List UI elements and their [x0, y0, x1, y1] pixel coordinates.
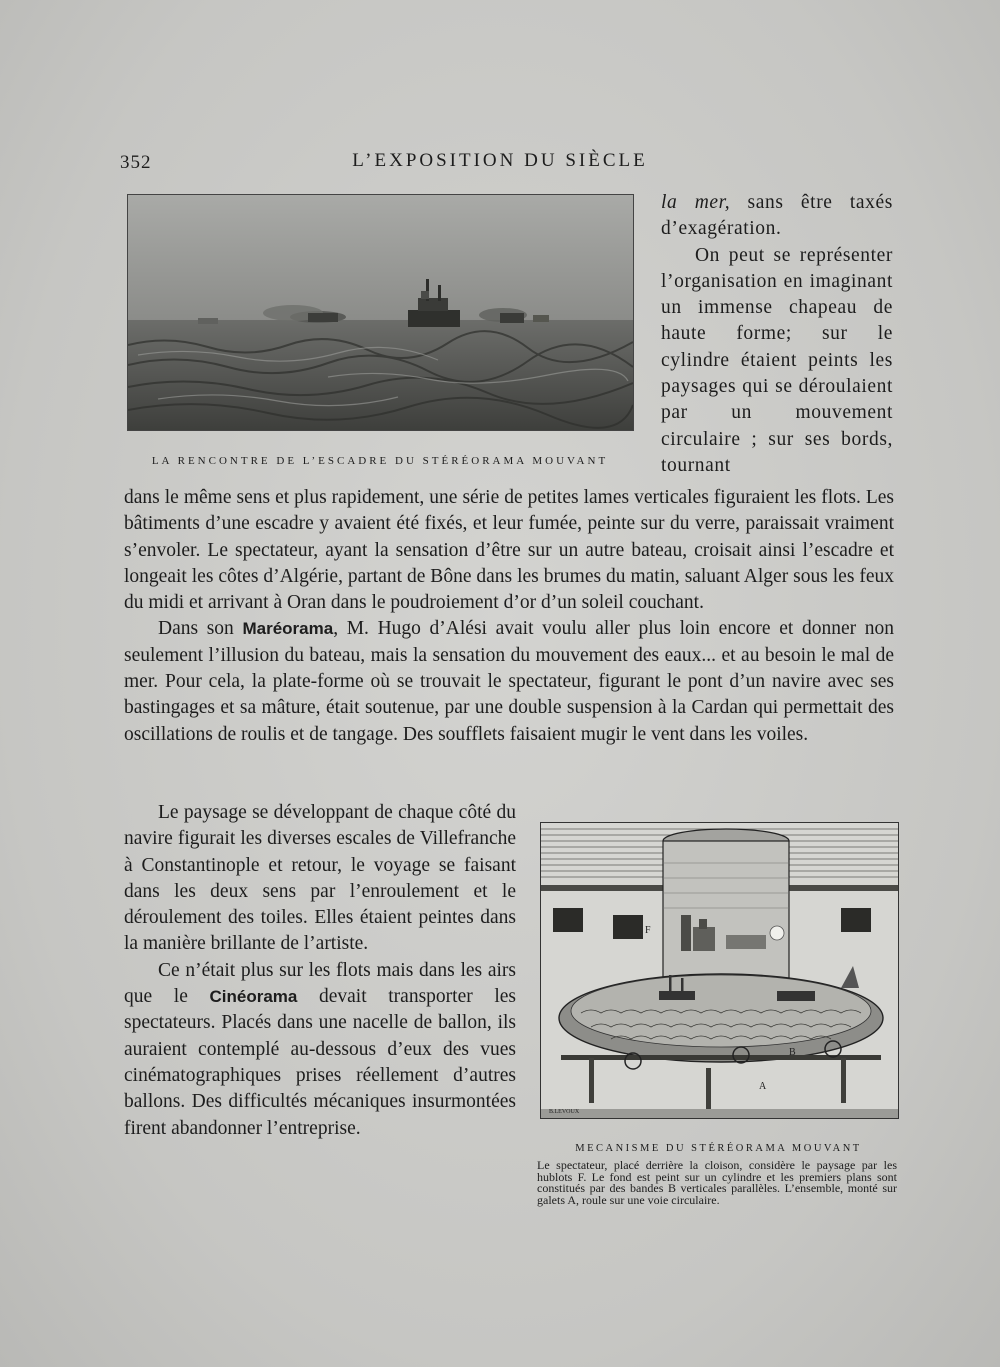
- paragraph-mareorama-start: Dans son: [158, 618, 243, 640]
- figure2-title: MECANISME DU STÉRÉORAMA MOUVANT: [575, 1143, 862, 1154]
- paragraph-intro-rest: sans être taxés d’exagération.: [661, 192, 893, 240]
- right-column-text: [661, 190, 893, 479]
- paragraph-intro: [661, 190, 893, 243]
- label-f: F: [645, 925, 651, 936]
- engraver-signature: B.LEVOUX: [549, 1109, 580, 1115]
- paragraph-continuation: dans le même sens et plus rapidement, une série de petites lames verticales figuraient les flots. Les bâtiments d’une escadre y avaient été fixés, et leur fumée, peinte sur du verre, paraissait vraiment s’envoler. Le spectateur, ayant la sensation d’être sur un autre bateau, croisait ainsi l’escadre et longeait les côtes d’Algérie, partant de Bône dans les brumes du matin, saluant Alger sous les feux du midi et arrivant à Oran dans le poudroiement d’or d’un soleil couchant.: [124, 487, 894, 614]
- figure1-caption: LA RENCONTRE DE L’ESCADRE DU STÉRÉORAMA MOUVANT: [151, 455, 609, 467]
- paragraph-organisation: On peut se représenter l’organisation en imaginant un immense chapeau de haute forme; sur le cylindre étaient peints les paysages qui se déroulaient par un mouvement circulaire ; sur ses bords, tournant: [661, 244, 893, 476]
- paragraph-cineorama: [124, 958, 516, 1142]
- full-width-text: [124, 485, 894, 748]
- paragraph-cineorama-start: Ce n’était plus sur les flots mais dans les airs que le: [124, 959, 516, 1008]
- paragraph-cineorama-rest: devait transporter les spectateurs. Placés dans une nacelle de ballon, ils auraient contemplé au-dessous d’eux des vues cinématographiques prises réellement d’autres ballons. Des difficultés mécaniques insurmontées firent abandonner l’entreprise.: [124, 986, 516, 1139]
- label-b: B: [789, 1047, 796, 1058]
- running-title: L’EXPOSITION DU SIÈCLE: [352, 150, 648, 171]
- paragraph-mareorama-rest: , M. Hugo d’Alési avait voulu aller plus loin encore et donner non seulement l’illusion du bateau, mais la sensation du mouvement des eaux... et au besoin le mal de mer. Pour cela, la plate-forme où se trouvait le spectateur, figurant le pont d’un navire avec ses bastingages et sa mâture, était soutenue, par une double suspension à la Cardan qui permettait des oscillations de roulis et de tangage. Des soufflets faisaient mugir le vent dans les voiles.: [124, 618, 894, 745]
- page-number: 352: [120, 152, 152, 173]
- squadron-illustration: [127, 194, 634, 431]
- cineorama-term: Cinéorama: [209, 987, 298, 1007]
- mechanism-engraving: [540, 822, 899, 1119]
- paragraph-mareorama: [124, 616, 894, 747]
- mareorama-term: Maréorama: [242, 619, 334, 639]
- figure2-legend: Le spectateur, placé derrière la cloison, considère le paysage par les hublots F. Le fond est peint sur un cylindre et les premiers plans sont constitués par des bandes B verticales parallèles. L’ensemble, monté sur galets A, roule sur une voie circulaire.: [537, 1158, 897, 1207]
- italic-phrase: la mer,: [661, 192, 731, 213]
- paragraph-landscape: Le paysage se développant de chaque côté du navire figurait les diverses escales de Villefranche à Constantinople et retour, le voyage se faisant dans les deux sens par l’enroulement et le déroulement des toiles. Elles étaient peintes dans la manière brillante de l’artiste.: [124, 802, 516, 955]
- mechanism-drawing: [541, 823, 898, 1118]
- left-column-text: [124, 800, 516, 1142]
- sea-scene: [128, 195, 633, 430]
- label-a: A: [759, 1081, 767, 1092]
